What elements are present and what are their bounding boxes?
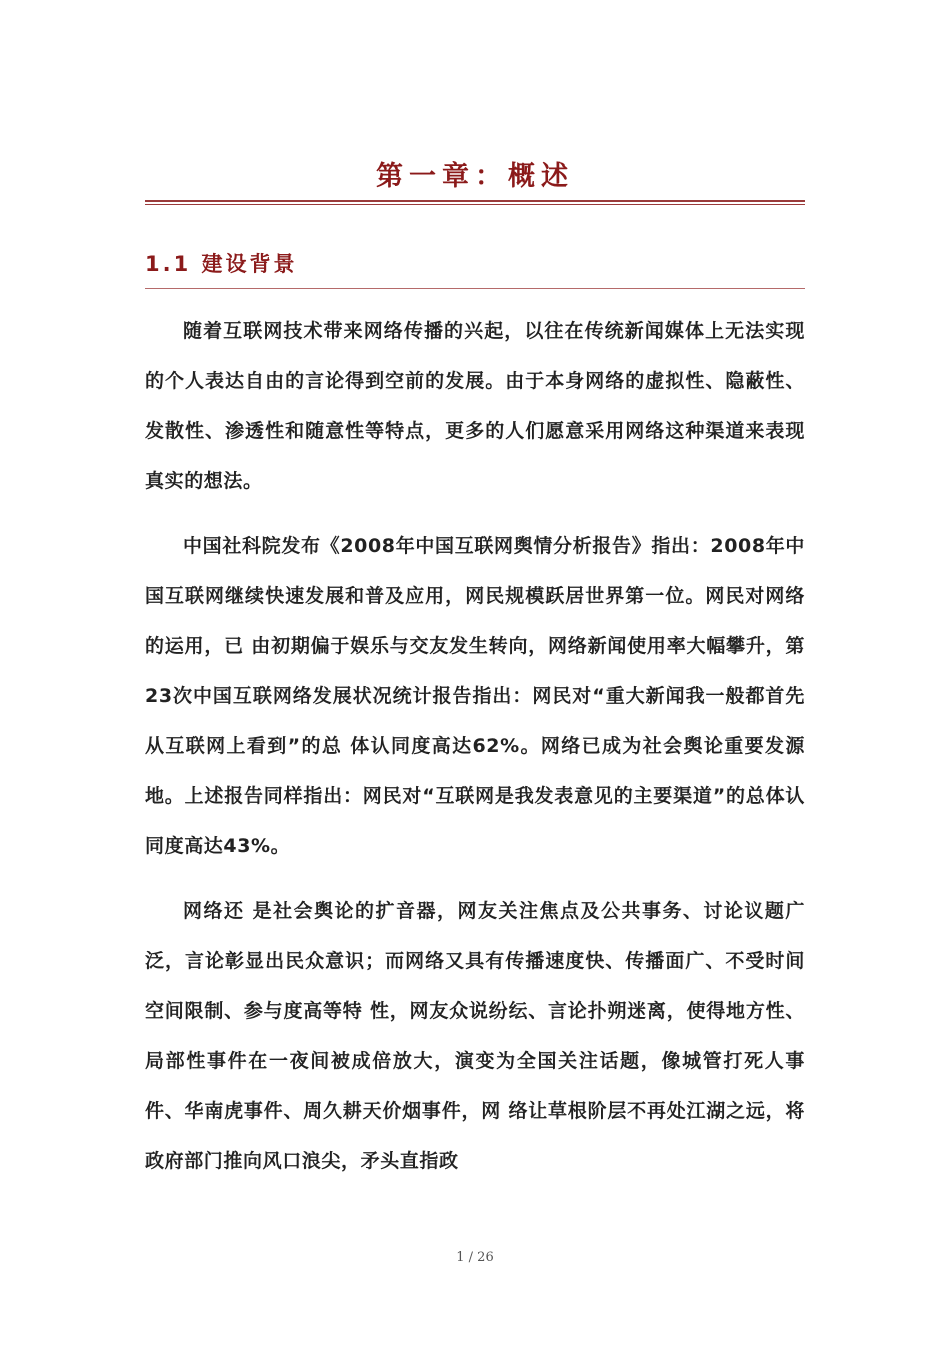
chapter-title: 第一章：概述 bbox=[376, 161, 574, 192]
page-number: 1 / 26 bbox=[456, 1250, 494, 1265]
body-paragraph-2: 中国社科院发布《2008年中国互联网舆情分析报告》指出：2008年中国互联网继续快速发展和普及应用，网民规模跃居世界第一位。网民对网络的运用，已 由初期偏于娱乐与交友发生转向，网络新闻使用率大幅攀升，第23次中国互联网络发展状况统计报告指出：网民对“重大新闻我一般都首先从互联网上看到”的总 体认同度高达62%。网络已成为社会舆论重要发源地。上述报告同样指出：网民对“互联网是我发表意见的主要渠道”的总体认同度高达43%。 bbox=[145, 535, 805, 857]
body-paragraph-3: 网络还 是社会舆论的扩音器，网友关注焦点及公共事务、讨论议题广泛，言论彰显出民众意识；而网络又具有传播速度快、传播面广、不受时间空间限制、参与度高等特 性，网友众说纷纭、言论扑朔迷离，使得地方性、局部性事件在一夜间被成倍放大，演变为全国关注话题，像城管打死人事件、华南虎事件、周久耕天价烟事件，网 络让草根阶层不再处江湖之远，将政府部门推向风口浪尖，矛头直指政 bbox=[145, 900, 805, 1172]
section-title: 1.1 建设背景 bbox=[145, 252, 298, 276]
body-paragraph-1: 随着互联网技术带来网络传播的兴起，以往在传统新闻媒体上无法实现的个人表达自由的言论得到空前的发展。由于本身网络的虚拟性、隐蔽性、发散性、渗透性和随意性等特点，更多的人们愿意采用网络这种渠道来表现真实的想法。 bbox=[145, 320, 805, 492]
section-divider bbox=[145, 288, 805, 289]
chapter-divider bbox=[145, 200, 805, 205]
